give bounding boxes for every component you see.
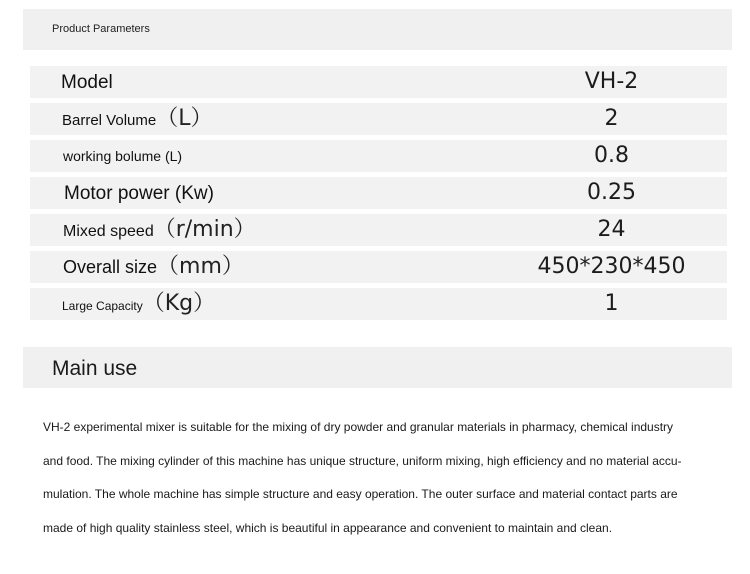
product-parameters-header	[23, 9, 732, 50]
description-line: mulation. The whole machine has simple structure and easy operation. The outer surface and material contact parts are	[43, 487, 678, 501]
param-value: VH-2	[584, 69, 639, 94]
param-value: 450*230*450	[537, 254, 686, 279]
param-label: Model	[61, 72, 113, 93]
param-label: Mixed speed（r/min）	[63, 217, 256, 242]
main-use-header	[23, 347, 732, 388]
param-value: 0.8	[594, 143, 629, 168]
param-value: 2	[604, 106, 619, 131]
table-row	[30, 140, 727, 172]
param-label: Motor power (Kw)	[64, 183, 214, 204]
table-row	[30, 251, 727, 283]
param-value: 0.25	[587, 180, 636, 205]
table-row	[30, 177, 727, 209]
param-value: 1	[604, 291, 619, 316]
section-title: Main use	[52, 357, 138, 380]
param-label: Overall size（mm）	[63, 254, 244, 279]
table-row	[30, 288, 727, 320]
param-label: Barrel Volume（L）	[62, 106, 213, 131]
description-line: and food. The mixing cylinder of this machine has unique structure, uniform mixing, high efficiency and no material accu-	[43, 453, 682, 468]
table-row	[30, 103, 727, 135]
table-row	[30, 66, 727, 98]
section-title: Product Parameters	[52, 23, 150, 35]
main-use-description	[43, 411, 713, 545]
param-label: working bolume (L)	[63, 148, 183, 164]
param-label: Large Capacity（Kg）	[62, 291, 216, 316]
description-line: VH-2 experimental mixer is suitable for the mixing of dry powder and granular materials in pharmacy, chemical industry	[43, 420, 674, 434]
description-line: made of high quality stainless steel, which is beautiful in appearance and convenient to maintain and clean.	[43, 520, 613, 535]
param-value: 24	[597, 217, 626, 242]
table-row	[30, 214, 727, 246]
